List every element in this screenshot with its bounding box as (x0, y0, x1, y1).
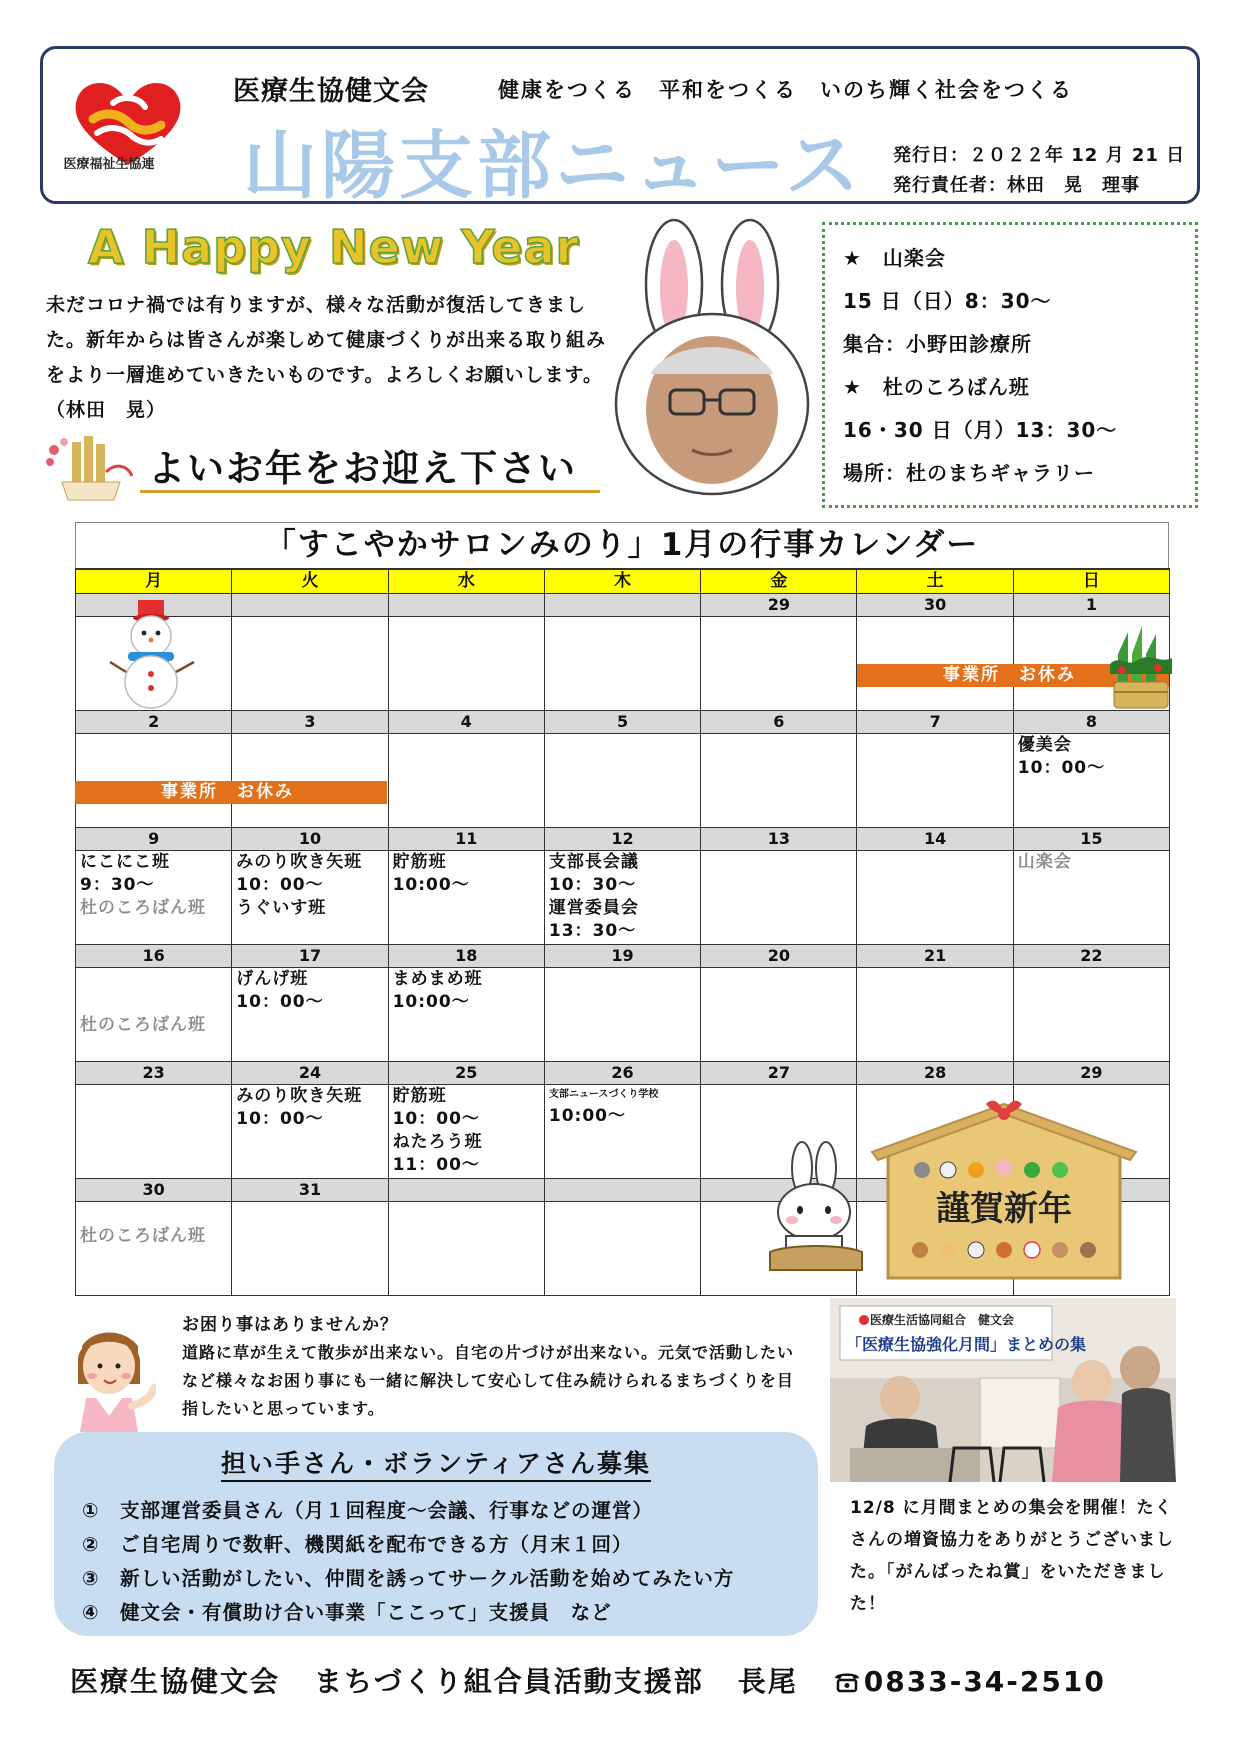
weekday-header: 金 (701, 569, 857, 593)
date-number: 25 (388, 1061, 544, 1084)
calendar-event: 10:00〜 (392, 991, 470, 1012)
banner-line2: 「医療生協強化月間」まとめの集 (846, 1335, 1087, 1354)
day-cell (76, 967, 232, 1061)
day-cell (388, 1201, 544, 1295)
wish-underline (140, 490, 600, 493)
day-cell (701, 733, 857, 827)
volunteer-recruitment-box (54, 1432, 818, 1636)
calendar-event: 10:00〜 (548, 1105, 627, 1126)
calendar-event: 杜のころばん班 (80, 897, 206, 918)
weekday-header: 日 (1013, 569, 1169, 593)
event-line: ★ 杜のころばん班 (843, 375, 1030, 399)
day-cell (388, 967, 544, 1061)
date-number: 5 (544, 710, 700, 733)
day-cell (544, 1201, 700, 1295)
bunny-hood-portrait-icon (612, 214, 812, 498)
day-cell (388, 733, 544, 827)
date-number: 30 (857, 593, 1013, 616)
calendar-event: みのり吹き矢班 (236, 851, 363, 872)
day-cell (857, 616, 1013, 710)
date-number: 16 (76, 944, 232, 967)
new-year-wish: よいお年をお迎え下さい (148, 446, 577, 490)
calendar-event: 支部ニュースづくり学校 (548, 1088, 659, 1100)
happy-new-year-heading: A Happy New Year (88, 220, 580, 274)
calendar-event: 10：00〜 (392, 1108, 480, 1129)
recruitment-title (54, 1444, 818, 1480)
calendar-event: 優美会 (1017, 734, 1072, 755)
calendar-event: にこにこ班 (80, 851, 170, 872)
office-closed-bar: 事業所 お休み (857, 664, 1169, 687)
day-cell (701, 850, 857, 944)
footer-person: 長尾 (737, 1665, 798, 1698)
date-number: 21 (857, 944, 1013, 967)
new-year-decoration-icon (42, 432, 138, 502)
date-number: 14 (857, 827, 1013, 850)
ema-plaque-icon (868, 1100, 1140, 1282)
weekday-header: 水 (388, 569, 544, 593)
calendar-event (76, 991, 231, 1014)
date-number: 10 (232, 827, 388, 850)
weekday-header: 火 (232, 569, 388, 593)
date-number: 7 (857, 710, 1013, 733)
date-number: 15 (1013, 827, 1169, 850)
date-number: 28 (857, 1061, 1013, 1084)
calendar-event: 杜のころばん班 (80, 1014, 206, 1035)
calendar-event: ねたろう班 (392, 1131, 483, 1152)
day-cell (76, 1084, 232, 1178)
day-cell (388, 850, 544, 944)
date-number: 1 (1013, 593, 1169, 616)
day-cell (544, 967, 700, 1061)
recruitment-item: ④ 健文会・有償助け合い事業「ここって」支援員 など (82, 1601, 612, 1624)
staff-girl-icon (66, 1322, 156, 1432)
day-cell (232, 967, 388, 1061)
kadomatsu-icon (1108, 624, 1174, 710)
calendar-event: 11：00〜 (392, 1154, 480, 1175)
calendar-event (76, 1202, 231, 1225)
masthead (40, 46, 1200, 209)
day-cell (232, 616, 388, 710)
meeting-photo-icon (830, 1298, 1176, 1482)
calendar-event: 10：00〜 (236, 1108, 324, 1129)
calendar-title: 「すこやかサロンみのり」1月の行事カレンダー (75, 522, 1169, 568)
recruitment-item: ② ご自宅周りで数軒、機関紙を配布できる方（月末１回） (82, 1533, 633, 1556)
calendar-event: 10：00〜 (236, 991, 324, 1012)
footer-contact (70, 1660, 1106, 1700)
date-number: 9 (76, 827, 232, 850)
phone-icon (832, 1669, 862, 1693)
day-cell (76, 1201, 232, 1295)
calendar-event: 運営委員会 (548, 897, 639, 918)
weekday-header: 月 (76, 569, 232, 593)
date-number: 12 (544, 827, 700, 850)
event-line: 集合：小野田診療所 (843, 332, 1032, 356)
date-number: 30 (76, 1178, 232, 1201)
calendar-event: 貯筋班 (392, 851, 447, 872)
date-number: 2 (76, 710, 232, 733)
day-cell (857, 850, 1013, 944)
date-number (544, 593, 700, 616)
calendar-event (76, 968, 231, 991)
date-number (232, 593, 388, 616)
new-year-greeting: 未だコロナ禍では有りますが、様々な活動が復活してきました。新年からは皆さんが楽しめて健康づくりが出来る取り組みをより一層進めていきたいものです。よろしくお願いします。（林田 晃） (46, 294, 607, 421)
date-number (388, 1178, 544, 1201)
date-number: 31 (232, 1178, 388, 1201)
heart-hands-logo-icon (63, 67, 193, 192)
calendar-event: うぐいす班 (236, 897, 327, 918)
day-cell (544, 616, 700, 710)
day-cell (232, 850, 388, 944)
date-number: 6 (701, 710, 857, 733)
date-number: 3 (232, 710, 388, 733)
day-cell (1013, 733, 1169, 827)
banner-line1: 医療生活協同組合 健文会 (870, 1313, 1015, 1327)
day-cell (232, 1201, 388, 1295)
day-cell (544, 1084, 700, 1178)
calendar-event: 13：30〜 (548, 920, 637, 941)
date-number: 23 (76, 1061, 232, 1084)
calendar-event: 10：00〜 (236, 874, 324, 895)
event-line: 15 日（日）8：30〜 (843, 289, 1052, 313)
day-cell (388, 616, 544, 710)
weekday-header: 土 (857, 569, 1013, 593)
date-number: 11 (388, 827, 544, 850)
calendar-event: 10：00〜 (1017, 757, 1106, 778)
snowman-icon (108, 600, 198, 710)
calendar-event: げんげ班 (236, 968, 309, 989)
date-number: 29 (701, 593, 857, 616)
ema-text: 謹賀新年 (936, 1189, 1072, 1229)
day-cell (76, 850, 232, 944)
calendar-event: 10:00〜 (392, 874, 470, 895)
date-number: 22 (1013, 944, 1169, 967)
date-number: 18 (388, 944, 544, 967)
day-cell (1013, 967, 1169, 1061)
date-number: 17 (232, 944, 388, 967)
day-cell (857, 733, 1013, 827)
date-number: 24 (232, 1061, 388, 1084)
calendar-event: 9：30〜 (80, 874, 155, 895)
date-number: 20 (701, 944, 857, 967)
trouble-title: お困り事はありませんか？ (182, 1315, 398, 1335)
publisher: 発行責任者：林田 晃 理事 (893, 175, 1140, 196)
calendar-event: 貯筋班 (392, 1085, 447, 1106)
day-cell (388, 1084, 544, 1178)
calendar-event: まめまめ班 (392, 968, 483, 989)
weekday-header: 木 (544, 569, 700, 593)
events-box (822, 222, 1198, 508)
calendar-event: 山楽会 (1017, 851, 1072, 872)
calendar-event: 杜のころばん班 (80, 1225, 206, 1246)
day-cell (76, 733, 232, 827)
day-cell (544, 850, 700, 944)
day-cell (857, 967, 1013, 1061)
recruitment-title-text: 担い手さん・ボランティアさん募集 (221, 1449, 651, 1482)
date-number: 4 (388, 710, 544, 733)
day-cell (701, 967, 857, 1061)
organization-name: 医療生協健文会 (233, 76, 429, 107)
date-number (544, 1178, 700, 1201)
recruitment-item: ① 支部運営委員さん（月１回程度〜会議、行事などの運営） (82, 1499, 654, 1522)
publication-date: 発行日：２０２２年 12 月 21 日 (893, 145, 1186, 166)
trouble-text: 道路に草が生えて散歩が出来ない。自宅の片づけが出来ない。元気で活動したいなど様々なお困り事にも一緒に解決して安心して住み続けられるまちづくりを目指したいと思っています。 (182, 1343, 795, 1418)
day-cell (1013, 850, 1169, 944)
day-cell (544, 733, 700, 827)
meeting-report: 12/8 に月間まとめの集会を開催！たくさんの増資協力をありがとうございました。「がんばったね賞」をいただきました！ (850, 1498, 1174, 1614)
day-cell (232, 1084, 388, 1178)
bunny-icon (768, 1140, 864, 1274)
date-number (388, 593, 544, 616)
calendar-event: 10：30〜 (548, 874, 637, 895)
footer-org: 医療生協健文会 (70, 1665, 281, 1698)
date-number: 26 (544, 1061, 700, 1084)
logo-caption: 医療福祉生協連 (63, 157, 155, 172)
calendar-event: 支部長会議 (548, 851, 639, 872)
newsletter-title: 山陽支部ニュース (243, 123, 864, 209)
footer-dept: まちづくり組合員活動支援部 (314, 1665, 704, 1698)
date-number: 27 (701, 1061, 857, 1084)
event-line: 16・30 日（月）13：30〜 (843, 418, 1118, 442)
date-number: 19 (544, 944, 700, 967)
day-cell (701, 616, 857, 710)
day-cell (232, 733, 388, 827)
office-closed-bar: 事業所 お休み (75, 781, 387, 804)
recruitment-list (82, 1494, 734, 1630)
calendar-event: みのり吹き矢班 (236, 1085, 363, 1106)
footer-phone: 0833-34-2510 (863, 1665, 1106, 1698)
recruitment-item: ③ 新しい活動がしたい、仲間を誘ってサークル活動を始めてみたい方 (82, 1567, 735, 1590)
date-number: 13 (701, 827, 857, 850)
slogan: 健康をつくる 平和をつくる いのち輝く社会をつくる (498, 78, 1073, 102)
event-line: ★ 山楽会 (843, 246, 946, 270)
event-line: 場所：杜のまちギャラリー (843, 461, 1095, 485)
date-number: 29 (1013, 1061, 1169, 1084)
date-number: 8 (1013, 710, 1169, 733)
